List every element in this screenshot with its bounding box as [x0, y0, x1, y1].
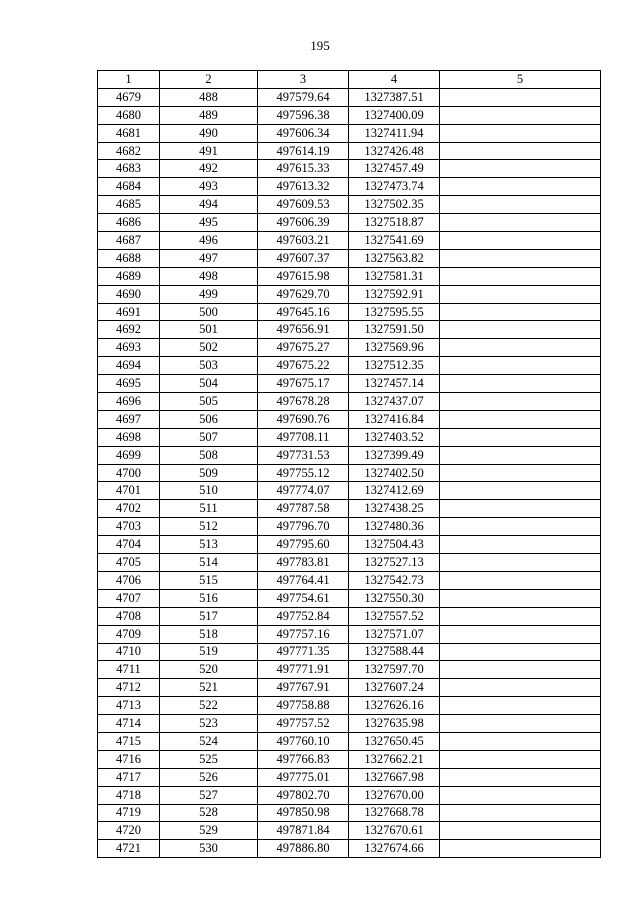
vertex-number-cell: 489: [160, 106, 258, 124]
note-cell: [440, 214, 601, 232]
x-coordinate-cell: 497755.12: [258, 464, 349, 482]
point-number-cell: 4693: [98, 339, 160, 357]
note-cell: [440, 661, 601, 679]
y-coordinate-cell: 1327457.14: [349, 375, 440, 393]
table-row: [98, 446, 601, 464]
table-row: [98, 214, 601, 232]
x-coordinate-cell: 497614.19: [258, 142, 349, 160]
y-coordinate-cell: 1327571.07: [349, 625, 440, 643]
column-header-2: 2: [160, 71, 258, 89]
note-cell: [440, 464, 601, 482]
note-cell: [440, 840, 601, 858]
vertex-number-cell: 526: [160, 768, 258, 786]
x-coordinate-cell: 497606.34: [258, 124, 349, 142]
x-coordinate-cell: 497603.21: [258, 232, 349, 250]
x-coordinate-cell: 497871.84: [258, 822, 349, 840]
y-coordinate-cell: 1327557.52: [349, 607, 440, 625]
table-row: [98, 106, 601, 124]
y-coordinate-cell: 1327399.49: [349, 446, 440, 464]
point-number-cell: 4681: [98, 124, 160, 142]
y-coordinate-cell: 1327504.43: [349, 536, 440, 554]
note-cell: [440, 625, 601, 643]
x-coordinate-cell: 497802.70: [258, 786, 349, 804]
vertex-number-cell: 501: [160, 321, 258, 339]
point-number-cell: 4709: [98, 625, 160, 643]
table-row: [98, 339, 601, 357]
table-row: [98, 88, 601, 106]
column-header-5: 5: [440, 71, 601, 89]
point-number-cell: 4680: [98, 106, 160, 124]
x-coordinate-cell: 497771.91: [258, 661, 349, 679]
y-coordinate-cell: 1327650.45: [349, 732, 440, 750]
y-coordinate-cell: 1327402.50: [349, 464, 440, 482]
vertex-number-cell: 519: [160, 643, 258, 661]
y-coordinate-cell: 1327588.44: [349, 643, 440, 661]
page-number: 195: [310, 38, 330, 53]
table-row: [98, 679, 601, 697]
x-coordinate-cell: 497615.98: [258, 267, 349, 285]
y-coordinate-cell: 1327607.24: [349, 679, 440, 697]
note-cell: [440, 607, 601, 625]
y-coordinate-cell: 1327569.96: [349, 339, 440, 357]
vertex-number-cell: 514: [160, 554, 258, 572]
x-coordinate-cell: 497850.98: [258, 804, 349, 822]
vertex-number-cell: 495: [160, 214, 258, 232]
y-coordinate-cell: 1327670.61: [349, 822, 440, 840]
x-coordinate-cell: 497678.28: [258, 393, 349, 411]
y-coordinate-cell: 1327674.66: [349, 840, 440, 858]
note-cell: [440, 428, 601, 446]
note-cell: [440, 697, 601, 715]
vertex-number-cell: 512: [160, 518, 258, 536]
y-coordinate-cell: 1327541.69: [349, 232, 440, 250]
table-row: [98, 840, 601, 858]
y-coordinate-cell: 1327426.48: [349, 142, 440, 160]
x-coordinate-cell: 497764.41: [258, 571, 349, 589]
point-number-cell: 4679: [98, 88, 160, 106]
point-number-cell: 4686: [98, 214, 160, 232]
x-coordinate-cell: 497795.60: [258, 536, 349, 554]
y-coordinate-cell: 1327387.51: [349, 88, 440, 106]
x-coordinate-cell: 497675.27: [258, 339, 349, 357]
note-cell: [440, 410, 601, 428]
table-row: [98, 410, 601, 428]
y-coordinate-cell: 1327591.50: [349, 321, 440, 339]
point-number-cell: 4707: [98, 589, 160, 607]
x-coordinate-cell: 497579.64: [258, 88, 349, 106]
vertex-number-cell: 494: [160, 196, 258, 214]
vertex-number-cell: 488: [160, 88, 258, 106]
note-cell: [440, 804, 601, 822]
note-cell: [440, 768, 601, 786]
note-cell: [440, 249, 601, 267]
table-row: [98, 715, 601, 733]
note-cell: [440, 715, 601, 733]
vertex-number-cell: 497: [160, 249, 258, 267]
table-row: [98, 661, 601, 679]
point-number-cell: 4699: [98, 446, 160, 464]
y-coordinate-cell: 1327473.74: [349, 178, 440, 196]
note-cell: [440, 750, 601, 768]
column-header-3: 3: [258, 71, 349, 89]
y-coordinate-cell: 1327563.82: [349, 249, 440, 267]
coordinates-table: [97, 70, 601, 858]
point-number-cell: 4685: [98, 196, 160, 214]
table-row: [98, 285, 601, 303]
x-coordinate-cell: 497886.80: [258, 840, 349, 858]
y-coordinate-cell: 1327597.70: [349, 661, 440, 679]
vertex-number-cell: 508: [160, 446, 258, 464]
x-coordinate-cell: 497771.35: [258, 643, 349, 661]
note-cell: [440, 643, 601, 661]
point-number-cell: 4708: [98, 607, 160, 625]
note-cell: [440, 232, 601, 250]
table-row: [98, 142, 601, 160]
vertex-number-cell: 522: [160, 697, 258, 715]
point-number-cell: 4705: [98, 554, 160, 572]
point-number-cell: 4683: [98, 160, 160, 178]
x-coordinate-cell: 497675.17: [258, 375, 349, 393]
note-cell: [440, 822, 601, 840]
vertex-number-cell: 509: [160, 464, 258, 482]
table-row: [98, 768, 601, 786]
note-cell: [440, 124, 601, 142]
x-coordinate-cell: 497690.76: [258, 410, 349, 428]
y-coordinate-cell: 1327480.36: [349, 518, 440, 536]
vertex-number-cell: 527: [160, 786, 258, 804]
table-row: [98, 822, 601, 840]
y-coordinate-cell: 1327438.25: [349, 500, 440, 518]
note-cell: [440, 106, 601, 124]
note-cell: [440, 446, 601, 464]
y-coordinate-cell: 1327416.84: [349, 410, 440, 428]
note-cell: [440, 339, 601, 357]
x-coordinate-cell: 497606.39: [258, 214, 349, 232]
vertex-number-cell: 498: [160, 267, 258, 285]
vertex-number-cell: 505: [160, 393, 258, 411]
y-coordinate-cell: 1327662.21: [349, 750, 440, 768]
point-number-cell: 4690: [98, 285, 160, 303]
x-coordinate-cell: 497607.37: [258, 249, 349, 267]
point-number-cell: 4720: [98, 822, 160, 840]
y-coordinate-cell: 1327670.00: [349, 786, 440, 804]
table-row: [98, 357, 601, 375]
table-row: [98, 464, 601, 482]
y-coordinate-cell: 1327437.07: [349, 393, 440, 411]
point-number-cell: 4689: [98, 267, 160, 285]
x-coordinate-cell: 497796.70: [258, 518, 349, 536]
table-row: [98, 554, 601, 572]
vertex-number-cell: 507: [160, 428, 258, 446]
x-coordinate-cell: 497774.07: [258, 482, 349, 500]
y-coordinate-cell: 1327518.87: [349, 214, 440, 232]
x-coordinate-cell: 497757.16: [258, 625, 349, 643]
table-row: [98, 393, 601, 411]
x-coordinate-cell: 497752.84: [258, 607, 349, 625]
vertex-number-cell: 510: [160, 482, 258, 500]
point-number-cell: 4714: [98, 715, 160, 733]
note-cell: [440, 786, 601, 804]
y-coordinate-cell: 1327668.78: [349, 804, 440, 822]
table-row: [98, 536, 601, 554]
table-row: [98, 160, 601, 178]
note-cell: [440, 571, 601, 589]
table-row: [98, 267, 601, 285]
x-coordinate-cell: 497783.81: [258, 554, 349, 572]
table-row: [98, 697, 601, 715]
note-cell: [440, 160, 601, 178]
x-coordinate-cell: 497758.88: [258, 697, 349, 715]
y-coordinate-cell: 1327403.52: [349, 428, 440, 446]
vertex-number-cell: 491: [160, 142, 258, 160]
table-row: [98, 321, 601, 339]
table-row: [98, 375, 601, 393]
table-header-row: [98, 71, 601, 89]
table-row: [98, 249, 601, 267]
x-coordinate-cell: 497754.61: [258, 589, 349, 607]
x-coordinate-cell: 497645.16: [258, 303, 349, 321]
x-coordinate-cell: 497708.11: [258, 428, 349, 446]
table-row: [98, 732, 601, 750]
table-body: [98, 88, 601, 857]
note-cell: [440, 357, 601, 375]
y-coordinate-cell: 1327400.09: [349, 106, 440, 124]
table-row: [98, 303, 601, 321]
note-cell: [440, 178, 601, 196]
point-number-cell: 4695: [98, 375, 160, 393]
vertex-number-cell: 529: [160, 822, 258, 840]
vertex-number-cell: 504: [160, 375, 258, 393]
y-coordinate-cell: 1327667.98: [349, 768, 440, 786]
x-coordinate-cell: 497656.91: [258, 321, 349, 339]
point-number-cell: 4684: [98, 178, 160, 196]
vertex-number-cell: 523: [160, 715, 258, 733]
y-coordinate-cell: 1327635.98: [349, 715, 440, 733]
table-row: [98, 500, 601, 518]
note-cell: [440, 518, 601, 536]
x-coordinate-cell: 497675.22: [258, 357, 349, 375]
note-cell: [440, 321, 601, 339]
vertex-number-cell: 521: [160, 679, 258, 697]
note-cell: [440, 482, 601, 500]
point-number-cell: 4691: [98, 303, 160, 321]
vertex-number-cell: 516: [160, 589, 258, 607]
vertex-number-cell: 492: [160, 160, 258, 178]
y-coordinate-cell: 1327626.16: [349, 697, 440, 715]
point-number-cell: 4719: [98, 804, 160, 822]
note-cell: [440, 393, 601, 411]
point-number-cell: 4706: [98, 571, 160, 589]
point-number-cell: 4716: [98, 750, 160, 768]
vertex-number-cell: 518: [160, 625, 258, 643]
vertex-number-cell: 517: [160, 607, 258, 625]
table-row: [98, 804, 601, 822]
point-number-cell: 4703: [98, 518, 160, 536]
point-number-cell: 4701: [98, 482, 160, 500]
x-coordinate-cell: 497613.32: [258, 178, 349, 196]
note-cell: [440, 554, 601, 572]
x-coordinate-cell: 497596.38: [258, 106, 349, 124]
point-number-cell: 4694: [98, 357, 160, 375]
table-row: [98, 518, 601, 536]
note-cell: [440, 88, 601, 106]
y-coordinate-cell: 1327412.69: [349, 482, 440, 500]
y-coordinate-cell: 1327512.35: [349, 357, 440, 375]
x-coordinate-cell: 497767.91: [258, 679, 349, 697]
column-header-4: 4: [349, 71, 440, 89]
x-coordinate-cell: 497766.83: [258, 750, 349, 768]
note-cell: [440, 375, 601, 393]
point-number-cell: 4717: [98, 768, 160, 786]
table-row: [98, 232, 601, 250]
point-number-cell: 4702: [98, 500, 160, 518]
note-cell: [440, 142, 601, 160]
vertex-number-cell: 496: [160, 232, 258, 250]
vertex-number-cell: 502: [160, 339, 258, 357]
table-row: [98, 482, 601, 500]
x-coordinate-cell: 497787.58: [258, 500, 349, 518]
x-coordinate-cell: 497775.01: [258, 768, 349, 786]
table-row: [98, 571, 601, 589]
x-coordinate-cell: 497609.53: [258, 196, 349, 214]
vertex-number-cell: 513: [160, 536, 258, 554]
point-number-cell: 4697: [98, 410, 160, 428]
column-header-1: 1: [98, 71, 160, 89]
note-cell: [440, 679, 601, 697]
point-number-cell: 4704: [98, 536, 160, 554]
vertex-number-cell: 530: [160, 840, 258, 858]
y-coordinate-cell: 1327581.31: [349, 267, 440, 285]
point-number-cell: 4718: [98, 786, 160, 804]
table-row: [98, 196, 601, 214]
point-number-cell: 4700: [98, 464, 160, 482]
y-coordinate-cell: 1327411.94: [349, 124, 440, 142]
note-cell: [440, 589, 601, 607]
point-number-cell: 4711: [98, 661, 160, 679]
table-row: [98, 178, 601, 196]
vertex-number-cell: 506: [160, 410, 258, 428]
point-number-cell: 4682: [98, 142, 160, 160]
point-number-cell: 4712: [98, 679, 160, 697]
vertex-number-cell: 528: [160, 804, 258, 822]
x-coordinate-cell: 497757.52: [258, 715, 349, 733]
point-number-cell: 4687: [98, 232, 160, 250]
note-cell: [440, 732, 601, 750]
x-coordinate-cell: 497731.53: [258, 446, 349, 464]
vertex-number-cell: 520: [160, 661, 258, 679]
note-cell: [440, 267, 601, 285]
table-row: [98, 607, 601, 625]
vertex-number-cell: 499: [160, 285, 258, 303]
note-cell: [440, 500, 601, 518]
note-cell: [440, 303, 601, 321]
point-number-cell: 4688: [98, 249, 160, 267]
vertex-number-cell: 500: [160, 303, 258, 321]
y-coordinate-cell: 1327457.49: [349, 160, 440, 178]
table-row: [98, 589, 601, 607]
table-row: [98, 786, 601, 804]
y-coordinate-cell: 1327592.91: [349, 285, 440, 303]
table-row: [98, 750, 601, 768]
x-coordinate-cell: 497615.33: [258, 160, 349, 178]
point-number-cell: 4692: [98, 321, 160, 339]
vertex-number-cell: 515: [160, 571, 258, 589]
table-row: [98, 643, 601, 661]
point-number-cell: 4721: [98, 840, 160, 858]
x-coordinate-cell: 497760.10: [258, 732, 349, 750]
y-coordinate-cell: 1327502.35: [349, 196, 440, 214]
point-number-cell: 4713: [98, 697, 160, 715]
y-coordinate-cell: 1327527.13: [349, 554, 440, 572]
vertex-number-cell: 524: [160, 732, 258, 750]
point-number-cell: 4698: [98, 428, 160, 446]
vertex-number-cell: 511: [160, 500, 258, 518]
y-coordinate-cell: 1327550.30: [349, 589, 440, 607]
x-coordinate-cell: 497629.70: [258, 285, 349, 303]
point-number-cell: 4715: [98, 732, 160, 750]
note-cell: [440, 196, 601, 214]
vertex-number-cell: 490: [160, 124, 258, 142]
point-number-cell: 4710: [98, 643, 160, 661]
note-cell: [440, 536, 601, 554]
vertex-number-cell: 503: [160, 357, 258, 375]
y-coordinate-cell: 1327595.55: [349, 303, 440, 321]
point-number-cell: 4696: [98, 393, 160, 411]
table-row: [98, 124, 601, 142]
table-row: [98, 625, 601, 643]
vertex-number-cell: 493: [160, 178, 258, 196]
note-cell: [440, 285, 601, 303]
vertex-number-cell: 525: [160, 750, 258, 768]
table-row: [98, 428, 601, 446]
y-coordinate-cell: 1327542.73: [349, 571, 440, 589]
